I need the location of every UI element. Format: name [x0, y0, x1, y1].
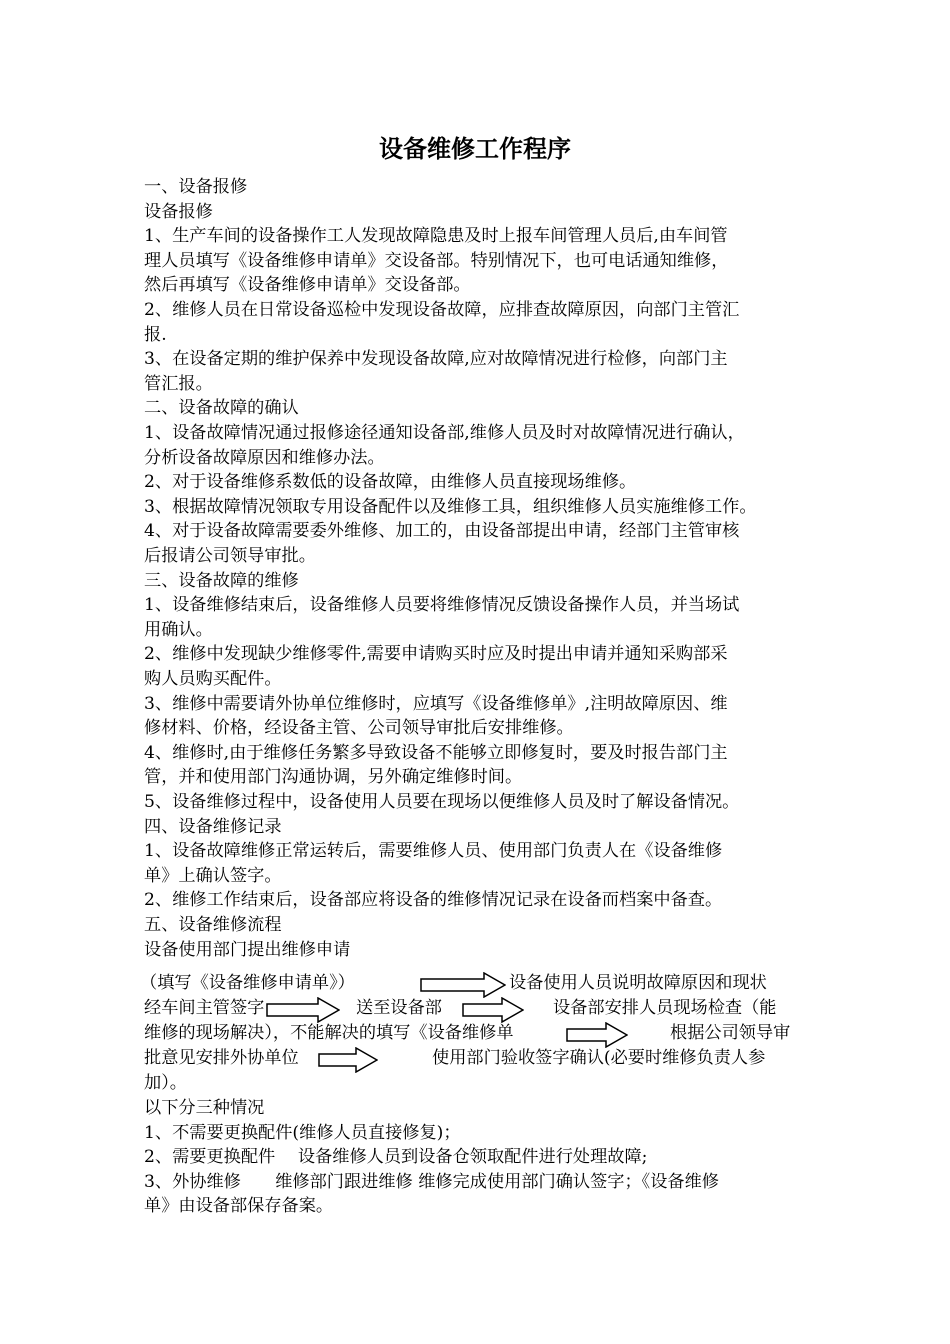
flow-arrow-icon [266, 997, 340, 1023]
body-line: 4、对于设备故障需要委外维修、加工的，由设备部提出申请，经部门主管审核 [144, 521, 740, 542]
body-line: 分析设备故障原因和维修办法。 [144, 447, 385, 468]
flow-arrow-icon [566, 1022, 628, 1048]
body-line: 五、设备维修流程 [144, 915, 282, 935]
flow-step-inspect: 设备部安排人员现场检查（能 [553, 998, 777, 1018]
flow-step-send: 送至设备部 [356, 998, 442, 1018]
flow-step-fill-form: （填写《设备维修申请单》） [140, 973, 355, 993]
body-line: 设备使用部门提出维修申请 [144, 939, 351, 960]
body-line: 购人员购买配件。 [144, 669, 282, 689]
body-line: 后报请公司领导审批。 [144, 546, 316, 566]
body-line: 2、对于设备维修系数低的设备故障，由维修人员直接现场维修。 [144, 472, 637, 493]
body-line: 3、在设备定期的维护保养中发现设备故障,应对故障情况进行检修，向部门主 [144, 349, 728, 370]
body-line: 管，并和使用部门沟通协调，另外确定维修时间。 [144, 767, 523, 788]
tail-line: 3、外协维修 维修部门跟进维修 维修完成使用部门确认签字；《设备维修 [144, 1171, 719, 1192]
flow-step-end: 加）。 [144, 1073, 187, 1093]
body-line: 然后再填写《设备维修申请单》交设备部。 [144, 275, 471, 296]
flow-step-approve: 根据公司领导审 [670, 1023, 791, 1043]
body-line: 1、设备故障维修正常运转后，需要维修人员、使用部门负责人在《设备维修 [144, 841, 723, 862]
body-line: 2、维修中发现缺少维修零件,需要申请购买时应及时提出申请并通知采购部采 [144, 644, 728, 665]
tail-line: 1、不需要更换配件(维修人员直接修复)； [144, 1122, 461, 1143]
body-line: 三、设备故障的维修 [144, 570, 299, 591]
flow-arrow-icon [420, 972, 506, 998]
tail-line: 单》由设备部保存备案。 [144, 1196, 334, 1217]
flow-step-accept: 使用部门验收签字确认(必要时维修负责人参 [432, 1048, 766, 1068]
body-line: 报. [144, 324, 167, 345]
body-line: 二、设备故障的确认 [144, 398, 299, 419]
flow-step-repair-form: 维修的现场解决），不能解决的填写《设备维修单 [144, 1023, 514, 1043]
body-line: 3、维修中需要请外协单位维修时，应填写《设备维修单》,注明故障原因、维 [144, 693, 728, 714]
body-line: 1、设备故障情况通过报修途径通知设备部,维修人员及时对故障情况进行确认， [144, 423, 745, 443]
body-line: 用确认。 [144, 619, 213, 640]
body-line: 2、维修人员在日常设备巡检中发现设备故障，应排查故障原因，向部门主管汇 [144, 300, 740, 320]
body-line: 2、维修工作结束后，设备部应将设备的维修情况记录在设备而档案中备查。 [144, 890, 723, 911]
body-line: 管汇报。 [144, 373, 213, 394]
flow-arrow-icon [462, 997, 524, 1023]
tail-line: 以下分三种情况 [144, 1098, 265, 1118]
document-title: 设备维修工作程序 [379, 134, 571, 163]
body-line: 1、设备维修结束后，设备维修人员要将维修情况反馈设备操作人员，并当场试 [144, 595, 740, 616]
body-line: 一、设备报修 [144, 177, 248, 197]
body-line: 5、设备维修过程中，设备使用人员要在现场以便维修人员及时了解设备情况。 [144, 792, 740, 812]
body-line: 修材料、价格，经设备主管、公司领导审批后安排维修。 [144, 718, 574, 739]
flow-step-outsource: 批意见安排外协单位 [144, 1048, 299, 1068]
body-line: 四、设备维修记录 [144, 816, 282, 837]
body-line: 设备报修 [144, 201, 213, 222]
body-line: 3、根据故障情况领取专用设备配件以及维修工具，组织维修人员实施维修工作。 [144, 496, 757, 517]
body-line: 4、维修时,由于维修任务繁多导致设备不能够立即修复时，要及时报告部门主 [144, 742, 728, 763]
flow-arrow-icon [318, 1047, 378, 1073]
body-line: 单》上确认签字。 [144, 865, 282, 886]
flow-step-explain: 设备使用人员说明故障原因和现状 [509, 973, 767, 993]
tail-line: 2、需要更换配件 设备维修人员到设备仓领取配件进行处理故障; [144, 1147, 648, 1168]
flow-step-sign: 经车间主管签字 [144, 998, 265, 1018]
body-line: 理人员填写《设备维修申请单》交设备部。特别情况下，也可电话通知维修， [144, 250, 729, 271]
body-line: 1、生产车间的设备操作工人发现故障隐患及时上报车间管理人员后,由车间管 [144, 226, 728, 247]
